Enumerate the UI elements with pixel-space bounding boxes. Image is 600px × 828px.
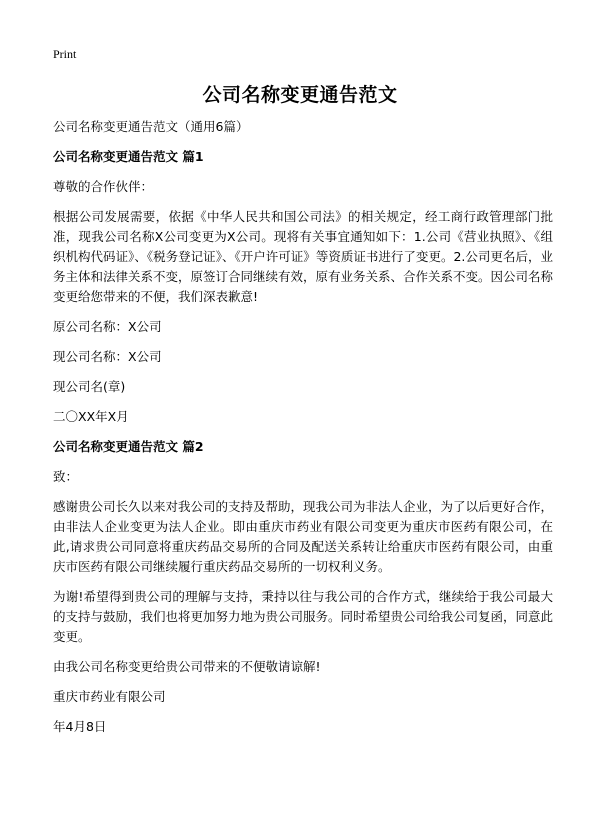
document-subtitle: 公司名称变更通告范文（通用6篇） [53,119,249,134]
section-2-body-1: 感谢贵公司长久以来对我公司的支持及帮助，现我公司为非法人企业，为了以后更好合作，由非法人企业变更为法人企业。即由重庆市药业有限公司变更为重庆市医药有限公司，在此,请求贵公司同意将重庆药品交易所的合同及配送关系转让给重庆市医药有限公司，由重庆市医药有限公司继续履行重庆药品交易所的一切权利义务。 [53,499,554,574]
section-1-date: 二〇XX年X月 [53,409,129,424]
section-1-greeting: 尊敬的合作伙伴： [53,179,154,194]
section-1-body: 根据公司发展需要，依据《中华人民共和国公司法》的相关规定，经工商行政管理部门批准，现我公司名称X公司变更为X公司。现将有关事宜通知如下：1.公司《营业执照》、《组织机构代码证》、《税务登记证》、《开户许可证》等资质证书进行了变更。2.公司更名后，业务主体和法律关系不变，原签订合同继续有效，原有业务关系、合作关系不变。因公司名称变更给您带来的不便，我们深表歉意! [53,209,554,304]
page-title: 公司名称变更通告范文 [202,84,398,106]
section-1-heading: 公司名称变更通告范文 篇1 [53,149,204,164]
print-link[interactable]: Print [53,47,77,61]
section-1-new-name: 现公司名称：X公司 [53,349,162,364]
section-1-old-name: 原公司名称：X公司 [53,319,162,334]
section-1-seal: 现公司名(章) [53,379,126,394]
section-2-date: 年4月8日 [53,719,107,734]
section-2-heading: 公司名称变更通告范文 篇2 [53,439,204,454]
section-2-greeting: 致： [53,469,79,484]
document-body [53,117,553,747]
section-2-apology: 由我公司名称变更给贵公司带来的不便敬请谅解! [53,659,321,674]
section-2-signature: 重庆市药业有限公司 [53,689,166,704]
section-2-body-2: 为谢!希望得到贵公司的理解与支持，秉持以往与我公司的合作方式，继续给于我公司最大的支持与鼓励，我们也将更加努力地为贵公司服务。同时希望贵公司给我公司复函，同意此变更。 [53,589,554,644]
